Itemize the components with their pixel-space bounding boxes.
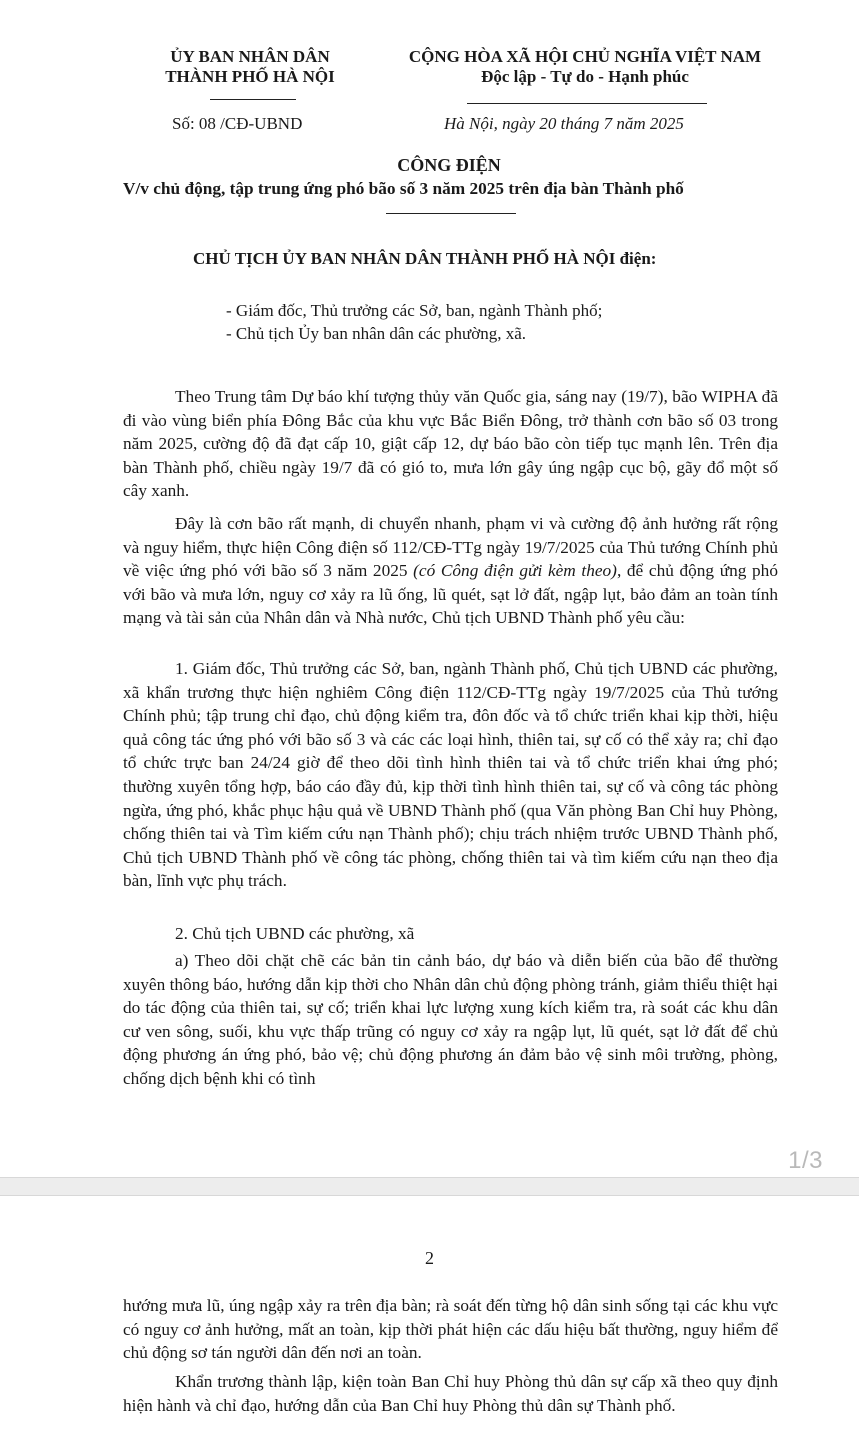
page-number: 2 <box>425 1248 434 1268</box>
p2-attachment-note: (có Công điện gửi kèm theo) <box>413 561 617 581</box>
p2-text-b: , để chủ động ứng phó với bão và mưa lớn, nguy cơ xảy ra lũ ống, lũ quét, sạt lở đất, ngập lụt, bảo đảm an toàn tính mạng và tài sản của Nhân dân và Nhà nước, Chủ tịch UBND Thành phố yêu cầu: <box>123 561 778 628</box>
p2-text-a: Đây là cơn bão rất mạnh, di chuyển nhanh, phạm vi và cường độ ảnh hưởng rất rộng và nguy hiểm, thực hiện Công điện số 112/CĐ-TTg ngày 19/7/2025 của Thủ tướng Chính phủ về việc ứng phó với bão số 3 năm 2025 <box>123 514 778 581</box>
page2-paragraph-1: hướng mưa lũ, úng ngập xảy ra trên địa bàn; rà soát đến từng hộ dân sinh sống tại các khu vực có nguy cơ ảnh hưởng, mất an toàn, kịp thời phát hiện các dấu hiệu bất thường, nguy hiểm để chủ động sơ tán người dân đến nơi an toàn. <box>123 1296 778 1363</box>
body-paragraph-1: Theo Trung tâm Dự báo khí tượng thủy văn Quốc gia, sáng nay (19/7), bão WIPHA đã đi vào vùng biển phía Đông Bắc của khu vực Bắc Biển Đông, trở thành cơn bão số 03 trong năm 2025, cường độ đã đạt cấp 10, giật cấp 12, dự báo bão còn tiếp tục mạnh lên. Trên địa bàn Thành phố, chiều ngày 19/7 đã có gió to, mưa lớn gây úng ngập cục bộ, gãy đổ một số cây xanh. <box>123 387 778 501</box>
nation-line-1: CỘNG HÒA XÃ HỘI CHỦ NGHĨA VIỆT NAM <box>408 47 762 66</box>
body-paragraph-2 <box>123 512 778 630</box>
motto: Độc lập - Tự do - Hạnh phúc <box>481 67 689 86</box>
body-paragraph-3: 1. Giám đốc, Thủ trưởng các Sở, ban, ngành Thành phố, Chủ tịch UBND các phường, xã khẩn trương thực hiện nghiêm Công điện 112/CĐ-TTg ngày 19/7/2025 của Thủ tướng Chính phủ; tập trung chỉ đạo, chủ động kiểm tra, đôn đốc và tổ chức triển khai kịp thời, hiệu quả công tác ứng phó với bão số 3 và các các loại hình, thiên tai, sự cố có thể xảy ra; chỉ đạo tổ chức trực ban 24/24 giờ để theo dõi tình hình thiên tai và tổ chức triển khai ứng phó; thường xuyên tổng hợp, báo cáo đầy đủ, kịp thời tình hình thiên tai, sự cố và công tác phòng ngừa, ứng phó, khắc phục hậu quả về UBND Thành phố (qua Văn phòng Ban Chỉ huy Phòng, chống thiên tai và Tìm kiếm cứu nạn Thành phố); chịu trách nhiệm trước UBND Thành phố, Chủ tịch UBND Thành phố về công tác phòng, chống thiên tai và tìm kiếm cứu nạn theo địa bàn, lĩnh vực phụ trách. <box>123 659 778 891</box>
place-date: Hà Nội, ngày 20 tháng 7 năm 2025 <box>444 114 684 133</box>
body-paragraph-4: 2. Chủ tịch UBND các phường, xã <box>175 924 415 943</box>
org-underline <box>210 99 296 100</box>
org-line-2: THÀNH PHỐ HÀ NỘI <box>165 67 335 86</box>
sender-line: CHỦ TỊCH ỦY BAN NHÂN DÂN THÀNH PHỐ HÀ NỘI điện: <box>193 249 657 268</box>
page2-paragraph-2: Khẩn trương thành lập, kiện toàn Ban Chỉ huy Phòng thủ dân sự cấp xã theo quy định hiện hành và chỉ đạo, hướng dẫn của Ban Chỉ huy Phòng thủ dân sự Thành phố. <box>123 1372 778 1415</box>
issuing-organization <box>130 47 370 87</box>
org-line-1: ỦY BAN NHÂN DÂN <box>170 47 330 66</box>
recipient-item: - Giám đốc, Thủ trưởng các Sở, ban, ngành Thành phố; <box>226 301 603 320</box>
page-counter: 1/3 <box>788 1147 823 1174</box>
motto-underline <box>467 103 707 104</box>
national-heading <box>380 47 790 87</box>
body-paragraph-5: a) Theo dõi chặt chẽ các bản tin cảnh báo, dự báo và diễn biến của bão để thường xuyên thông báo, hướng dẫn kịp thời cho Nhân dân chủ động phòng tránh, giảm thiểu thiệt hại do tác động của thiên tai, sự cố; triển khai lực lượng xung kích kiểm tra, rà soát các khu dân cư ven sông, suối, khu vực thấp trũng có nguy cơ xảy ra ngập lụt, lũ quét, sạt lở đất để chủ động phương án ứng phó, bảo vệ; chủ động phương án đảm bảo vệ sinh môi trường, phòng, chống dịch bệnh khi có tình <box>123 951 778 1088</box>
document-type: CÔNG ĐIỆN <box>397 155 501 175</box>
document-number: Số: 08 /CĐ-UBND <box>172 114 303 133</box>
recipient-item: - Chủ tịch Ủy ban nhân dân các phường, xã. <box>226 324 527 343</box>
page-separator <box>0 1177 859 1196</box>
title-underline <box>386 213 516 214</box>
document-subject: V/v chủ động, tập trung ứng phó bão số 3 năm 2025 trên địa bàn Thành phố <box>123 179 684 198</box>
